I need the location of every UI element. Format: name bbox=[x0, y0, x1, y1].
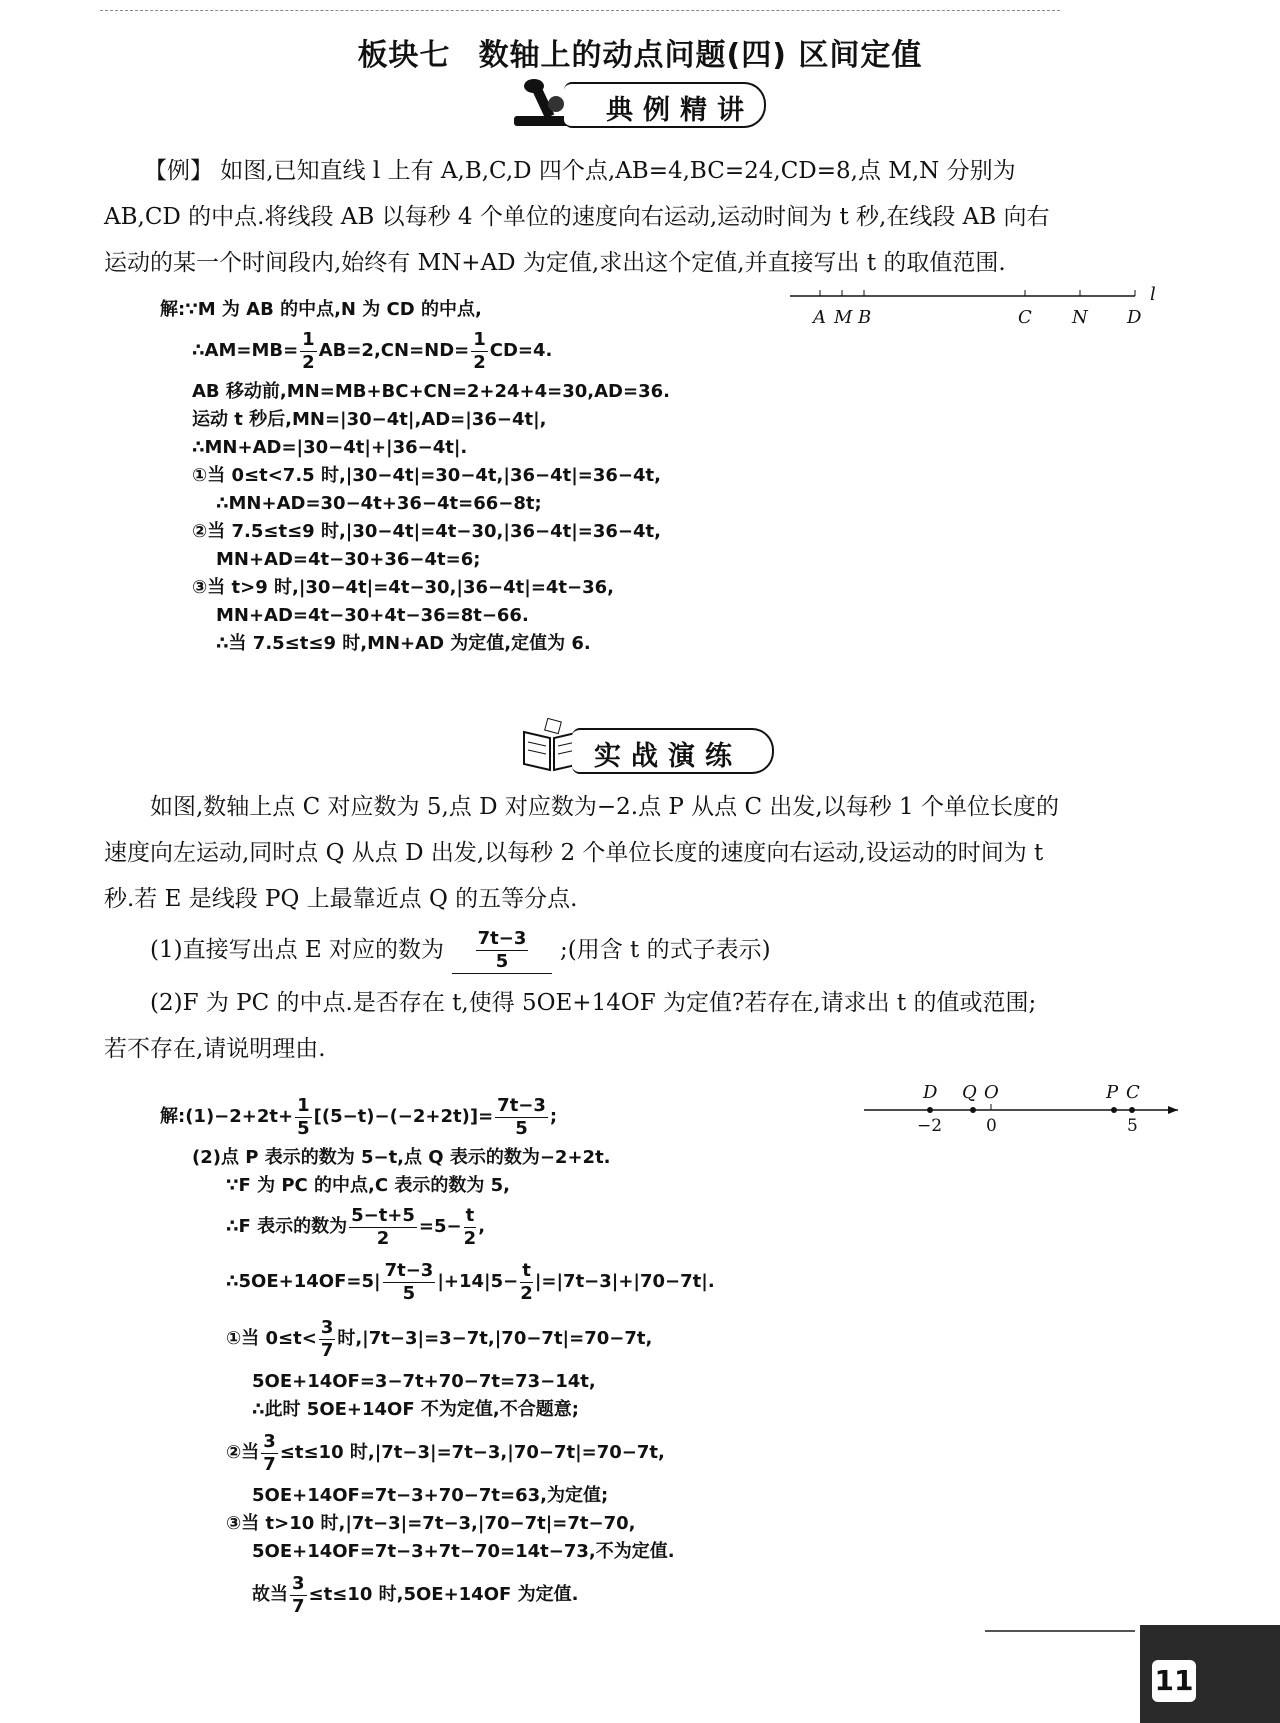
denominator: 5 bbox=[495, 950, 509, 972]
q2-line: 若不存在,请说明理由. bbox=[104, 1036, 326, 1062]
point-label: A bbox=[813, 307, 826, 328]
point-label: P bbox=[1106, 1082, 1119, 1103]
denominator: 2 bbox=[463, 1227, 477, 1249]
solution-line: MN+AD=4t−30+4t−36=8t−66. bbox=[216, 605, 529, 626]
solution-text: ∴AM=MB= bbox=[192, 340, 299, 361]
fraction bbox=[319, 1317, 336, 1362]
numerator: t bbox=[465, 1204, 475, 1226]
solution-text: AB=2,CN=ND= bbox=[318, 340, 470, 361]
section-label-examples: 典例精讲 bbox=[606, 95, 754, 126]
tick-label: 5 bbox=[1127, 1116, 1138, 1136]
example-solution bbox=[160, 296, 780, 658]
solution-text: ①当 0≤t< bbox=[226, 1328, 317, 1349]
fraction bbox=[349, 1205, 417, 1250]
solution-line: ∴MN+AD=|30−4t|+|36−4t|. bbox=[192, 437, 468, 458]
practice-problem bbox=[104, 784, 1184, 922]
tick-label: 0 bbox=[986, 1116, 997, 1136]
solution-line bbox=[226, 1310, 860, 1368]
denominator: 2 bbox=[302, 351, 315, 373]
point-label: M bbox=[834, 307, 853, 328]
q2-line: (2)F 为 PC 的中点.是否存在 t,使得 5OE+14OF 为定值?若存在,请求出 t 的值或范围; bbox=[150, 990, 1037, 1016]
example-line: 运动的某一个时间段内,始终有 MN+AD 为定值,求出这个定值,并直接写出 t 的取值范围. bbox=[104, 250, 1006, 276]
numerator: 3 bbox=[320, 1316, 334, 1338]
denominator: 5 bbox=[515, 1117, 528, 1139]
solution-text: =5− bbox=[418, 1216, 462, 1237]
solution-line: ∴当 7.5≤t≤9 时,MN+AD 为定值,定值为 6. bbox=[216, 633, 591, 654]
denominator: 5 bbox=[402, 1282, 416, 1304]
numerator: 5−t+5 bbox=[351, 1204, 415, 1226]
fraction bbox=[471, 329, 488, 374]
solution-line: ∴MN+AD=30−4t+36−4t=66−8t; bbox=[216, 493, 542, 514]
title-section: 板块七 bbox=[357, 38, 451, 73]
denominator: 5 bbox=[297, 1117, 310, 1139]
solution-text: ②当 bbox=[226, 1442, 260, 1463]
page-number: 11 bbox=[1152, 1660, 1196, 1702]
point-label: N bbox=[1072, 307, 1088, 328]
point-label: O bbox=[984, 1082, 999, 1103]
numerator: 3 bbox=[292, 1572, 305, 1594]
point-label: C bbox=[1126, 1082, 1140, 1103]
solution-line: 运动 t 秒后,MN=|30−4t|,AD=|36−4t|, bbox=[192, 409, 547, 430]
numerator: 1 bbox=[297, 1094, 310, 1116]
solution-line bbox=[252, 1566, 860, 1624]
solution-line: ③当 t>10 时,|7t−3|=7t−3,|70−7t|=7t−70, bbox=[226, 1513, 636, 1534]
line-name-label: l bbox=[1150, 284, 1156, 305]
fraction bbox=[464, 1205, 477, 1250]
solution-line: ③当 t>9 时,|30−4t|=4t−30,|36−4t|=4t−36, bbox=[192, 577, 614, 598]
denominator: 7 bbox=[320, 1339, 334, 1361]
numerator: 1 bbox=[302, 328, 315, 350]
section-banner-practice bbox=[520, 728, 780, 778]
numerator: 3 bbox=[263, 1430, 276, 1452]
page-title bbox=[0, 30, 1280, 74]
denominator: 2 bbox=[520, 1282, 533, 1304]
numerator: 7t−3 bbox=[477, 927, 527, 949]
solution-text: ∴F 表示的数为 bbox=[226, 1216, 348, 1237]
solution-line: ∴此时 5OE+14OF 不为定值,不合题意; bbox=[252, 1399, 579, 1420]
solution-line bbox=[226, 1200, 860, 1254]
solution-text: 解:(1)−2+2t+ bbox=[160, 1106, 294, 1127]
top-rule bbox=[100, 10, 1060, 11]
solution-line: 5OE+14OF=3−7t+70−7t=73−14t, bbox=[252, 1371, 596, 1392]
q1-suffix: ;(用含 t 的式子表示) bbox=[560, 937, 771, 963]
fraction bbox=[295, 1095, 312, 1140]
numerator: 1 bbox=[473, 328, 486, 350]
fraction bbox=[261, 1431, 278, 1476]
footer-rule bbox=[985, 1630, 1135, 1632]
solution-line: MN+AD=4t−30+36−4t=6; bbox=[216, 549, 481, 570]
solution-line: 5OE+14OF=7t−3+7t−70=14t−73,不为定值. bbox=[252, 1541, 675, 1562]
practice-solution bbox=[160, 1090, 860, 1624]
question-1 bbox=[150, 922, 771, 978]
practice-number-line bbox=[860, 1080, 1180, 1140]
denominator: 7 bbox=[292, 1595, 305, 1617]
practice-line: 速度向左运动,同时点 Q 从点 D 出发,以每秒 2 个单位长度的速度向右运动,设运动的时间为 t bbox=[104, 840, 1044, 866]
point-label: D bbox=[923, 1082, 938, 1103]
fraction bbox=[300, 329, 317, 374]
solution-text: |=|7t−3|+|70−7t|. bbox=[534, 1271, 715, 1292]
q1-prefix: (1)直接写出点 E 对应的数为 bbox=[150, 937, 444, 963]
point-label: Q bbox=[962, 1082, 977, 1103]
tick-label: −2 bbox=[917, 1116, 943, 1136]
numerator: 7t−3 bbox=[497, 1094, 546, 1116]
denominator: 2 bbox=[376, 1227, 390, 1249]
solution-line: ①当 0≤t<7.5 时,|30−4t|=30−4t,|36−4t|=36−4t, bbox=[192, 465, 661, 486]
solution-line: AB 移动前,MN=MB+BC+CN=2+24+4=30,AD=36. bbox=[192, 381, 670, 402]
fraction bbox=[495, 1095, 548, 1140]
point-label: D bbox=[1127, 307, 1142, 328]
solution-text: [(5−t)−(−2+2t)]= bbox=[313, 1106, 494, 1127]
solution-text: 时,|7t−3|=3−7t,|70−7t|=70−7t, bbox=[337, 1328, 653, 1349]
numerator: t bbox=[522, 1259, 531, 1281]
solution-line bbox=[160, 1090, 860, 1144]
solution-text: ≤t≤10 时,5OE+14OF 为定值. bbox=[308, 1584, 579, 1605]
point-label: C bbox=[1018, 307, 1032, 328]
solution-line: ②当 7.5≤t≤9 时,|30−4t|=4t−30,|36−4t|=36−4t, bbox=[192, 521, 661, 542]
solution-line bbox=[192, 324, 780, 378]
answer-blank bbox=[452, 926, 552, 974]
solution-line: ∵F 为 PC 的中点,C 表示的数为 5, bbox=[226, 1175, 510, 1196]
solution-text: ≤t≤10 时,|7t−3|=7t−3,|70−7t|=70−7t, bbox=[279, 1442, 665, 1463]
solution-text: 故当 bbox=[252, 1584, 288, 1605]
title-text: 数轴上的动点问题(四) 区间定值 bbox=[478, 38, 923, 73]
solution-line bbox=[226, 1424, 860, 1482]
question-2 bbox=[104, 980, 1184, 1072]
example-line-diagram bbox=[780, 282, 1180, 332]
solution-text: |+14|5− bbox=[437, 1271, 519, 1292]
example-problem bbox=[104, 148, 1184, 286]
solution-text: , bbox=[478, 1216, 486, 1237]
fraction bbox=[383, 1260, 436, 1305]
practice-line: 如图,数轴上点 C 对应数为 5,点 D 对应数为−2.点 P 从点 C 出发,以每秒 1 个单位长度的 bbox=[150, 794, 1059, 820]
solution-line: 5OE+14OF=7t−3+70−7t=63,为定值; bbox=[252, 1485, 609, 1506]
solution-line: 解:∵M 为 AB 的中点,N 为 CD 的中点, bbox=[160, 299, 482, 320]
fraction bbox=[520, 1260, 533, 1305]
solution-text: ∴5OE+14OF=5| bbox=[226, 1271, 381, 1292]
numerator: 7t−3 bbox=[384, 1259, 434, 1281]
solution-line: (2)点 P 表示的数为 5−t,点 Q 表示的数为−2+2t. bbox=[192, 1147, 611, 1168]
denominator: 7 bbox=[263, 1453, 276, 1475]
practice-line: 秒.若 E 是线段 PQ 上最靠近点 Q 的五等分点. bbox=[104, 886, 578, 912]
section-banner-examples bbox=[510, 82, 770, 132]
section-label-practice: 实战演练 bbox=[594, 741, 742, 772]
solution-text: CD=4. bbox=[489, 340, 553, 361]
example-line: 【例】 如图,已知直线 l 上有 A,B,C,D 四个点,AB=4,BC=24,CD=8,点 M,N 分别为 bbox=[144, 158, 1016, 184]
example-line: AB,CD 的中点.将线段 AB 以每秒 4 个单位的速度向右运动,运动时间为 t 秒,在线段 AB 向右 bbox=[104, 204, 1050, 230]
fraction bbox=[290, 1573, 307, 1618]
solution-line bbox=[226, 1254, 860, 1310]
solution-text: ; bbox=[549, 1106, 558, 1127]
fraction bbox=[476, 928, 529, 973]
point-label: B bbox=[858, 307, 872, 328]
denominator: 2 bbox=[473, 351, 486, 373]
